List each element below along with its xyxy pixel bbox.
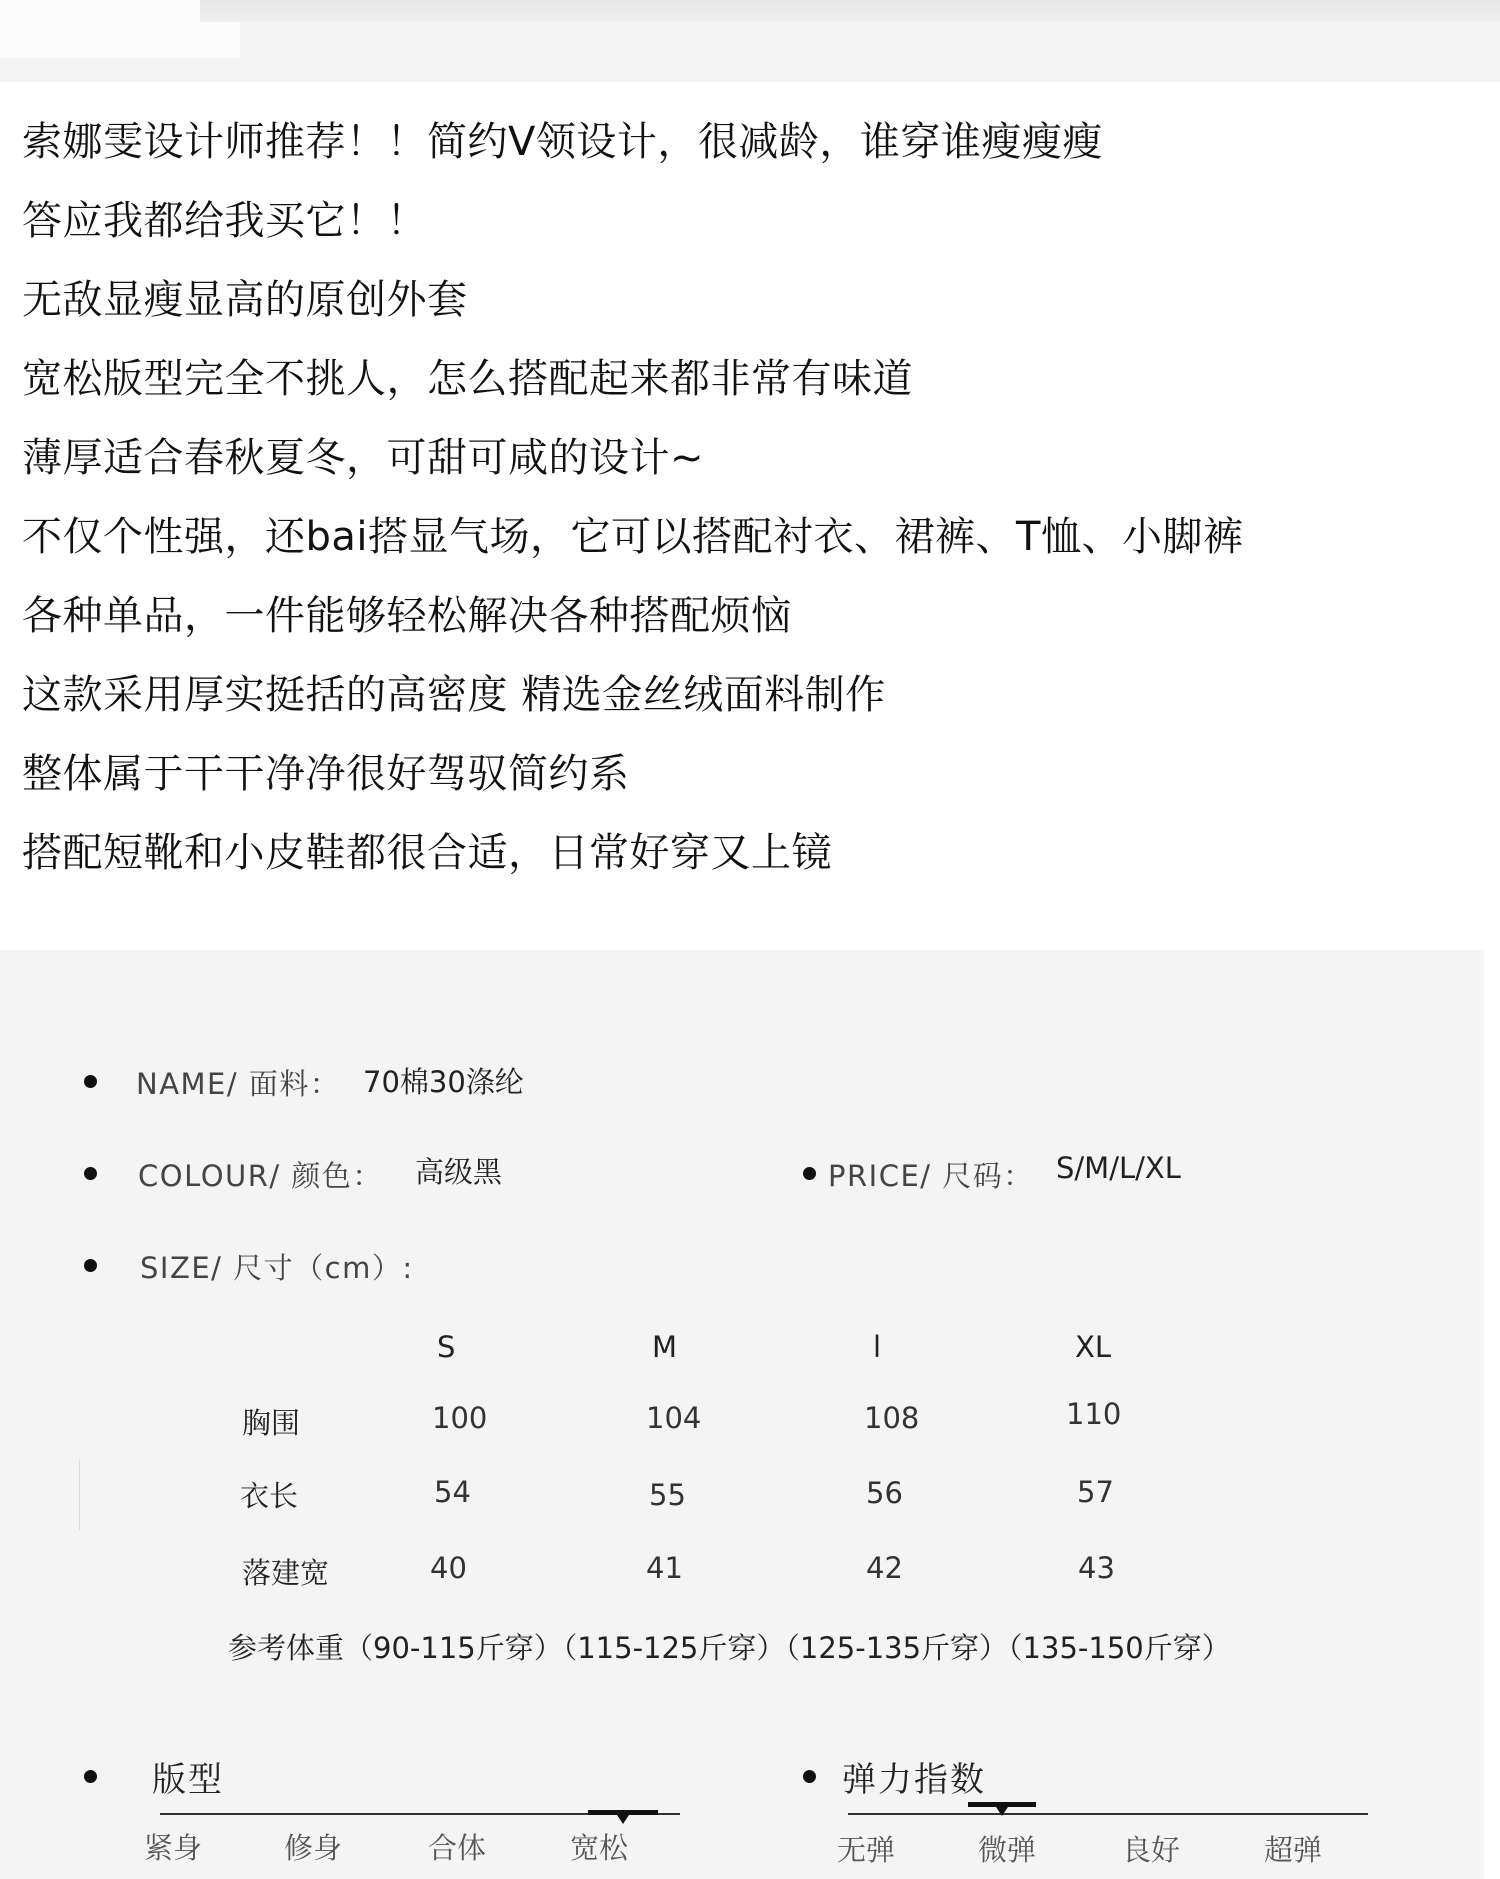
fabric-value: 70棉30涤纶 [363,1065,524,1099]
fit-scale-selected-marker [588,1810,658,1815]
faint-divider [79,1460,80,1530]
elastic-scale-title: 弹力指数 [842,1760,986,1800]
size-column-header: M [652,1330,678,1364]
elastic-option: 超弹 [1264,1833,1323,1867]
price-label: PRICE/ 尺码： [828,1159,1034,1193]
intro-line: 各种单品，一件能够轻松解决各种搭配烦恼 [22,593,792,639]
colour-label: COLOUR/ 颜色： [138,1159,383,1193]
intro-description [22,103,1243,893]
bullet-icon [84,1167,97,1180]
size-column-header: XL [1075,1330,1112,1364]
size-cell: 57 [1077,1475,1114,1509]
bullet-icon [84,1770,97,1783]
size-label: SIZE/ 尺寸（cm）: [140,1251,414,1285]
fit-option: 修身 [284,1831,343,1865]
intro-line: 索娜雯设计师推荐！！简约V领设计，很减龄，谁穿谁瘦瘦瘦 [22,119,1103,165]
size-column-header: l [873,1330,882,1364]
size-cell: 55 [649,1478,686,1512]
colour-value: 高级黑 [415,1155,503,1189]
bullet-icon [84,1259,97,1272]
bullet-icon [803,1770,816,1783]
price-value: S/M/L/XL [1056,1151,1181,1185]
size-cell: 100 [432,1401,488,1435]
reference-weight-note: 参考体重（90-115斤穿）（115-125斤穿）（125-135斤穿）（135-150斤穿） [228,1631,1231,1665]
intro-line: 无敌显瘦显高的原创外套 [22,277,468,323]
size-cell: 108 [864,1401,920,1435]
intro-line: 宽松版型完全不挑人，怎么搭配起来都非常有味道 [22,356,913,402]
size-row-header: 衣长 [240,1479,299,1513]
elastic-scale-selected-marker [968,1802,1036,1807]
size-cell: 43 [1078,1551,1115,1585]
elastic-scale-line [848,1813,1368,1815]
size-row-header: 落建宽 [242,1556,330,1590]
bullet-icon [803,1167,816,1180]
intro-line: 不仅个性强，还bai搭显气场，它可以搭配衬衣、裙裤、T恤、小脚裤 [22,514,1244,560]
fit-option-selected: 宽松 [570,1831,629,1865]
elastic-option-selected: 微弹 [978,1833,1037,1867]
intro-line: 这款采用厚实挺括的高密度 精选金丝绒面料制作 [22,672,886,718]
size-column-header: S [437,1330,456,1364]
photo-edge-bottom [200,0,1500,22]
elastic-option: 良好 [1122,1833,1181,1867]
size-cell: 41 [646,1551,683,1585]
size-cell: 42 [866,1551,903,1585]
size-cell: 56 [866,1476,903,1510]
size-cell: 54 [434,1475,471,1509]
intro-line: 搭配短靴和小皮鞋都很合适，日常好穿又上镜 [22,830,832,876]
intro-line: 答应我都给我买它！！ [22,198,427,244]
elastic-option: 无弹 [837,1833,896,1867]
intro-line: 薄厚适合春秋夏冬，可甜可咸的设计~ [22,435,705,481]
size-cell: 104 [646,1401,702,1435]
size-cell: 40 [430,1551,467,1585]
size-cell: 110 [1066,1397,1122,1431]
fit-scale-title: 版型 [152,1760,224,1800]
fabric-label: NAME/ 面料： [136,1067,341,1101]
bullet-icon [84,1075,97,1088]
intro-line: 整体属于干干净净很好驾驭简约系 [22,751,630,797]
fit-option: 合体 [428,1831,487,1865]
fit-option: 紧身 [144,1831,203,1865]
product-photo-edge [0,0,1500,82]
size-row-header: 胸围 [242,1406,301,1440]
